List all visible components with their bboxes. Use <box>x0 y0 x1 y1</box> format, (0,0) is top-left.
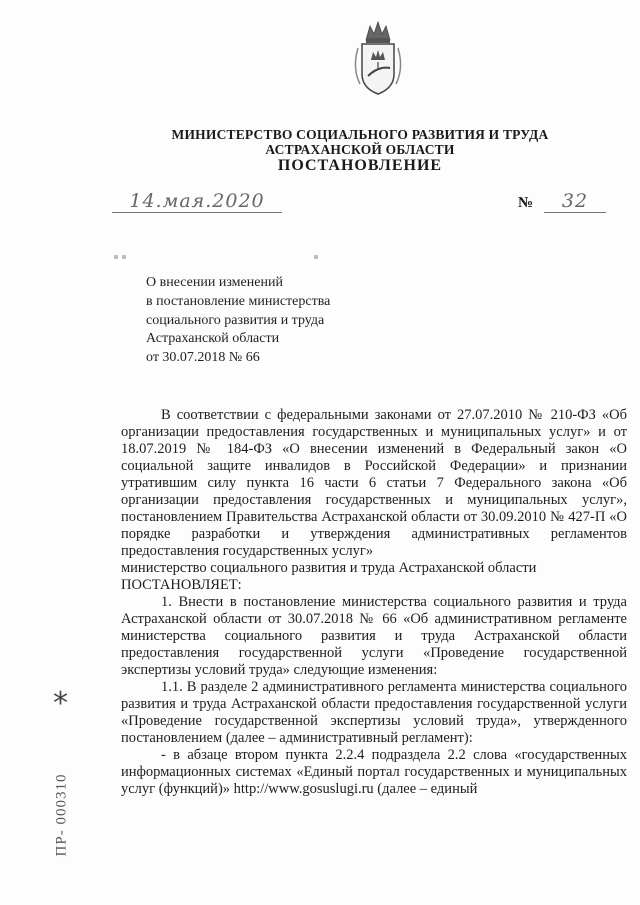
subject-line: Астраханской области <box>146 331 280 347</box>
subject-line: в постановление министерства <box>146 293 331 309</box>
ministry-name-line2: АСТРАХАНСКОЙ ОБЛАСТИ <box>265 142 455 157</box>
faint-marks <box>112 255 322 261</box>
document-type: ПОСТАНОВЛЕНИЕ <box>277 157 443 174</box>
number-label: № <box>518 195 534 211</box>
document-date: 14.мая.2020 <box>112 190 282 213</box>
subject-line: от 30.07.2018 № 66 <box>146 350 260 366</box>
issuer-line: министерство социального развития и труда Астраханской области <box>121 560 537 576</box>
document-number: 32 <box>544 190 606 213</box>
preamble-paragraph: В соответствии с федеральными законами от 27.07.2010 № 210-ФЗ «Об организации предоставления государственных и муниципальных услуг» и от 18.07.2019 № 184-ФЗ «О внесении изменений в Федеральный закон «О социальной защите инвалидов в Российской Федерации» и признании утратившим силу пункта 16 части 6 статьи 7 Федерального закона «Об организации предоставления государственных и муниципальных услуг», постановлением Правительства Астраханской области от 30.09.2010 № 427-П «О порядке разработки и утверждения административных регламентов предоставления государственных услуг» <box>121 407 627 559</box>
amendment-paragraph: - в абзаце втором пункта 2.2.4 подраздела 2.2 слова «государственных информационных системах «Единый портал государственных и муниципальных услуг (функций)» http://www.gosuslugi.ru (далее – единый <box>121 747 627 797</box>
clause-1-1-paragraph: 1.1. В разделе 2 административного регламента министерства социального развития и труда Астраханской области предоставления государственной услуги «Проведение государственной экспертизы условий труда», утвержденного постановлением (далее – административный регламент): <box>121 679 627 746</box>
clause-1-paragraph: 1. Внести в постановление министерства социального развития и труда Астраханской области от 30.07.2018 № 66 «Об административном регламенте министерства социального развития и труда Астраханской области предоставления государственной услуги «Проведение государственной экспертизы условий труда» следующие изменения: <box>121 594 627 678</box>
margin-asterisk: * <box>53 686 68 721</box>
document-body <box>121 407 627 798</box>
resolution-heading: ПОСТАНОВЛЯЕТ: <box>121 577 242 593</box>
subject-line: О внесении изменений <box>146 275 283 290</box>
document-subject <box>146 274 330 368</box>
coat-of-arms-icon <box>348 18 408 98</box>
margin-registration-code: ПР- 000310 <box>53 773 70 857</box>
subject-line: социального развития и труда <box>146 312 325 328</box>
ministry-name-line1: МИНИСТЕРСТВО СОЦИАЛЬНОГО РАЗВИТИЯ И ТРУДА <box>171 127 549 142</box>
